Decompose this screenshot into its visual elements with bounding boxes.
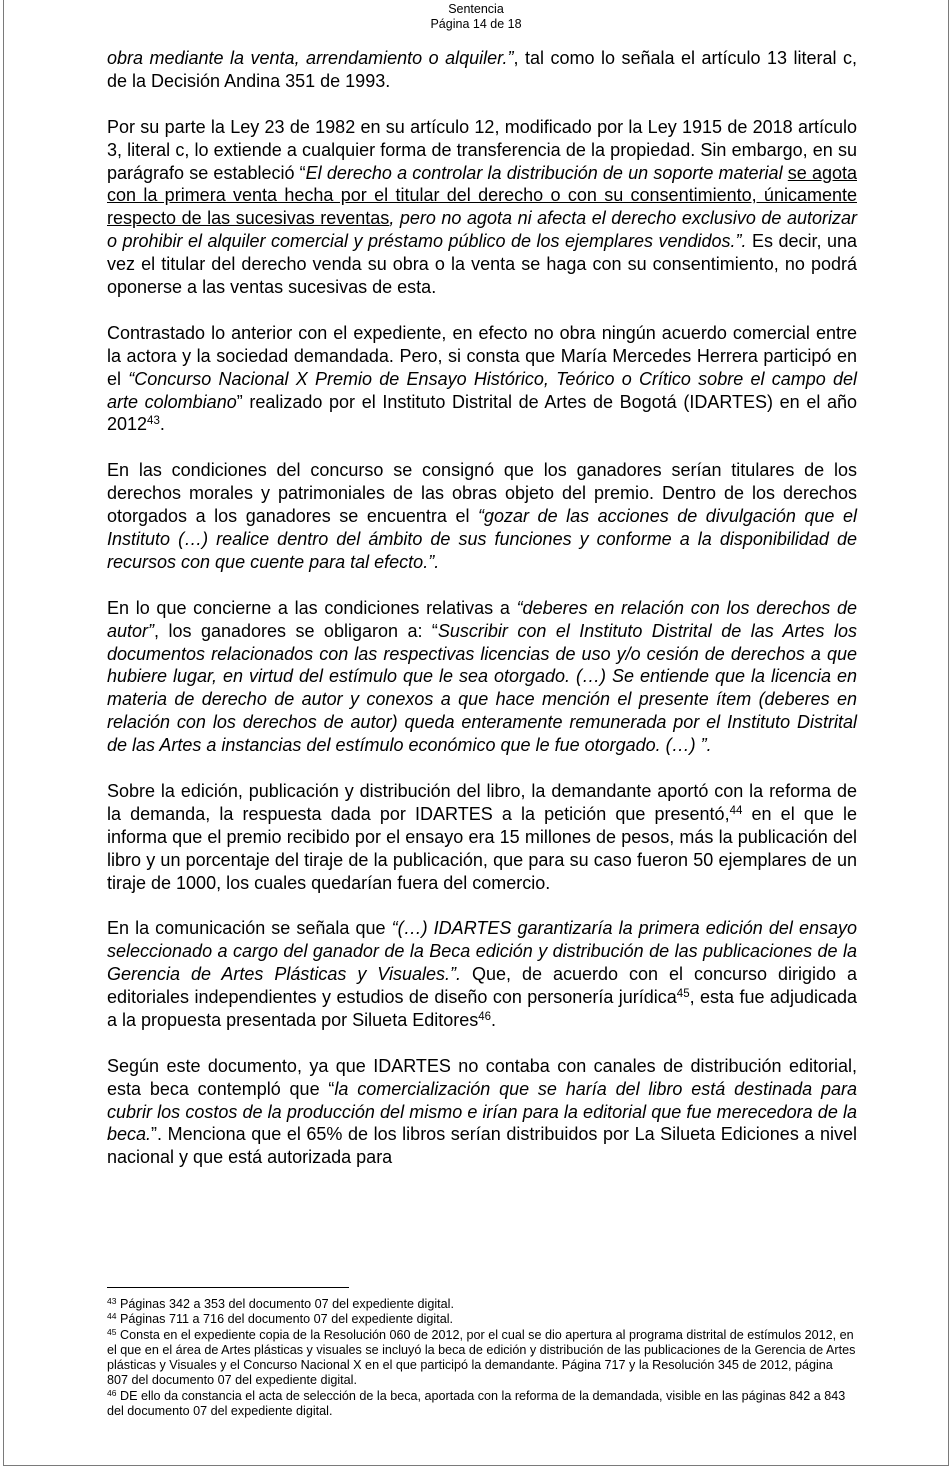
footnote-text: Consta en el expediente copia de la Resolución 060 de 2012, por el cual se dio apertura al programa distrital de estímulos 2012, en el que en el área de Artes plásticas y visuales se incluyó la beca de edición y distribución de las publicaciones de la Gerencia de Artes plásticas y Visuales y el Concurso Nacional X en el que participó la demandante. Página 717 y la Resolución 345 de 2012, página 807 del documento 07 del expediente digital. xyxy=(107,1327,856,1388)
paragraph-8 xyxy=(107,1055,857,1170)
footnote-number: 43 xyxy=(107,1296,117,1306)
body-text: ” realizado por el Instituto Distrital de Artes de Bogotá (IDARTES) en el año 2012 xyxy=(107,391,857,435)
body-text: Contrastado lo anterior con el expediente, en efecto no obra ningún acuerdo comercial entre la actora y la sociedad demandada. Pero, si consta que María Mercedes Herrera participó en el xyxy=(107,322,857,389)
footnote-ref-46[interactable]: 46 xyxy=(478,1010,492,1023)
body-text: En lo que concierne a las condiciones relativas a xyxy=(107,597,517,618)
document-title: Sentencia xyxy=(448,2,504,16)
footnotes xyxy=(107,1297,857,1419)
underlined-text: se agota con la primera venta hecha por el titular del derecho o con su consentimiento, únicamente respecto de las sucesivas reventas xyxy=(107,162,858,229)
footnote-separator xyxy=(107,1287,349,1288)
body-text: . xyxy=(491,1009,497,1030)
footnote-number: 46 xyxy=(107,1387,117,1398)
footnote-text: Páginas 711 a 716 del documento 07 del expediente digital. xyxy=(116,1312,454,1327)
body-text: Por su parte la Ley 23 de 1982 en su artículo 12, modificado por la Ley 1915 de 2018 artículo 3, literal c, lo extiende a cualquier forma de transferencia de la propiedad. Sin embargo, en su parágrafo se estableció “ xyxy=(107,116,857,183)
footnote-ref-45[interactable]: 45 xyxy=(676,988,690,1001)
body-text: en el que le informa que el premio recibido por el ensayo era 15 millones de pesos, más la publicación del libro y un porcentaje del tiraje de la publicación, que para su caso fueron 50 ejemplares de un tiraje de 1000, los cuales quedarían fuera del comercio. xyxy=(107,803,858,893)
quote-text: “Concurso Nacional X Premio de Ensayo Histórico, Teórico o Crítico sobre el campo del arte colombiano xyxy=(107,368,857,412)
body-text: Es decir, una vez el titular del derecho venda su obra o la venta se haga con su consentimiento, no podrá oponerse a las ventas sucesivas de esta. xyxy=(107,231,857,298)
body-text: En la comunicación se señala que xyxy=(107,918,392,939)
body-text: . xyxy=(159,414,165,435)
body-text: ”. Menciona que el 65% de los libros serían distribuidos por La Silueta Ediciones a nivel nacional y que está autorizada para xyxy=(107,1124,857,1168)
body-text: , esta fue adjudicada a la propuesta presentada por Silueta Editores xyxy=(107,987,857,1030)
body-text: , los ganadores se obligaron a: “ xyxy=(154,620,438,641)
document-page xyxy=(3,0,949,1466)
paragraph-7 xyxy=(107,917,857,1032)
footnote-number: 45 xyxy=(107,1326,117,1337)
footnote-46 xyxy=(107,1389,857,1420)
page-number: Página 14 de 18 xyxy=(430,17,522,31)
paragraph-4 xyxy=(107,459,857,574)
body-text: Sobre la edición, publicación y distribución del libro, la demandante aportó con la reforma de la demanda, la respuesta dada por IDARTES a la petición que presentó, xyxy=(107,780,857,824)
footnote-44 xyxy=(107,1312,857,1327)
footnote-ref-43[interactable]: 43 xyxy=(147,415,160,428)
quote-text: El derecho a controlar la distribución de un soporte material xyxy=(305,162,788,183)
quote-text: Suscribir con el Instituto Distrital de las Artes los documentos relacionados con las respectivas licencias de uso y/o cesión de derechos a que hubiere lugar, en virtud del estímulo que le sea otorgado. (…) Se entiende que la licencia en materia de derecho de autor y conexos a que hace mención el presente ítem (deberes en relación con los derechos de autor) queda enteramente remunerada por el Instituto Distrital de las Artes a instancias del estímulo económico que le fue otorgado. (…) ”. xyxy=(107,620,857,756)
paragraph-6 xyxy=(107,780,857,895)
paragraph-1 xyxy=(107,47,857,93)
quote-text: “deberes en relación con los derechos de autor” xyxy=(107,597,857,641)
paragraph-5 xyxy=(107,597,857,757)
quote-text: la comercialización que se haría del libro está destinada para cubrir los costos de la producción del mismo e irían para la editorial que fue merecedora de la beca. xyxy=(107,1078,857,1145)
footnote-45 xyxy=(107,1328,857,1389)
document-body xyxy=(107,47,857,1192)
body-text: Según este documento, ya que IDARTES no contaba con canales de distribución editorial, esta beca contempló que “ xyxy=(107,1055,857,1099)
footnote-text: DE ello da constancia el acta de selección de la beca, aportada con la reforma de la demandada, visible en las páginas 842 a 843 del documento 07 del expediente digital. xyxy=(107,1388,846,1419)
quote-text: “(…) IDARTES garantizaría la primera edición del ensayo seleccionado a cargo del ganador de la Beca edición y distribución de las publicaciones de la Gerencia de Artes Plásticas y Visuales.”. xyxy=(107,918,857,985)
footnote-43 xyxy=(107,1297,857,1312)
quote-text: “gozar de las acciones de divulgación que el Instituto (…) realice dentro del ámbito de sus funciones y conforme a la disponibilidad de recursos con que cuente para tal efecto.”. xyxy=(107,506,857,572)
quote-text: obra mediante la venta, arrendamiento o alquiler.” xyxy=(107,48,514,68)
quote-text: , pero no agota ni afecta el derecho exclusivo de autorizar o prohibir el alquiler comercial y préstamo público de los ejemplares vendidos.”. xyxy=(107,208,857,252)
footnote-number: 44 xyxy=(107,1311,117,1322)
body-text: , tal como lo señala el artículo 13 literal c, de la Decisión Andina 351 de 1993. xyxy=(107,48,857,91)
paragraph-2 xyxy=(107,116,857,299)
footnote-text: Páginas 342 a 353 del documento 07 del expediente digital. xyxy=(116,1297,454,1311)
page-header xyxy=(4,0,948,32)
body-text: En las condiciones del concurso se consignó que los ganadores serían titulares de los derechos morales y patrimoniales de las obras objeto del premio. Dentro de los derechos otorgados a los ganadores se encuentra el xyxy=(107,460,857,527)
paragraph-3 xyxy=(107,322,857,437)
footnote-ref-44[interactable]: 44 xyxy=(729,804,743,817)
body-text: Que, de acuerdo con el concurso dirigido a editoriales independientes y estudios de diseño con personería jurídica xyxy=(107,964,858,1008)
